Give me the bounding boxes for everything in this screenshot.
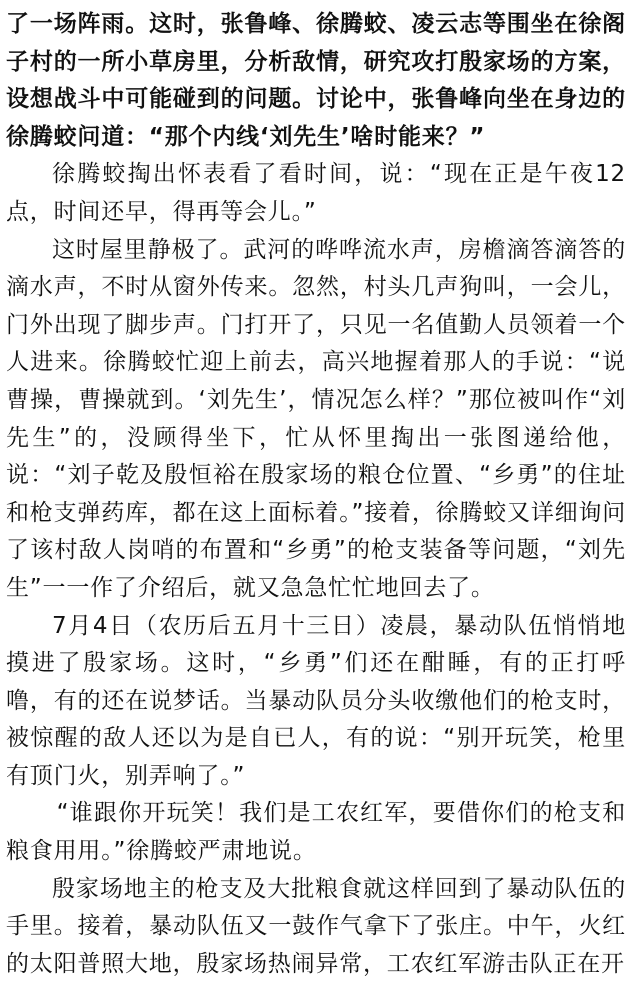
- paragraph-5: “谁跟你开玩笑！我们是工农红军，要借你们的枪支和粮食用用。”徐腾蛟严肃地说。: [6, 800, 626, 865]
- paragraph-6: 殷家场地主的枪支及大批粮食就这样回到了暴动队伍的手里。接着，暴动队伍又一鼓作气拿下了张庄。中午，火红的太阳普照大地，殷家场热闹异常，工农红军游击队正在开: [6, 875, 626, 977]
- paragraph-4: 7月4日（农历后五月十三日）凌晨，暴动队伍悄悄地摸进了殷家场。这时，“乡勇”们还在酣睡，有的正打呼噜，有的还在说梦话。当暴动队员分头收缴他们的枪支时，被惊醒的敌人还以为是自已人，有的说：“别开玩笑，枪里有顶门火，别弄响了。”: [6, 612, 626, 789]
- paragraph-3: 这时屋里静极了。武河的哗哗流水声，房檐滴答滴答的滴水声，不时从窗外传来。忽然，村头几声狗叫，一会儿，门外出现了脚步声。门打开了，只见一名值勤人员领着一个人进来。徐腾蛟忙迎上前去，高兴地握着那人的手说：“说曹操，曹操就到。‘刘先生’，情况怎么样？”那位被叫作“刘先生”的，没顾得坐下，忙从怀里掏出一张图递给他，说：“刘子乾及殷恒裕在殷家场的粮仓位置、“乡勇”的住址和枪支弹药库，都在这上面标着。”接着，徐腾蛟又详细询问了该村敌人岗哨的布置和“乡勇”的枪支装备等问题，“刘先生”一一作了介绍后，就又急急忙忙地回去了。: [6, 236, 627, 601]
- paragraph-2: 徐腾蛟掏出怀表看了看时间，说：“现在正是午夜12点，时间还早，得再等会儿。”: [6, 161, 626, 225]
- paragraph-1: 了一场阵雨。这时，张鲁峰、徐腾蛟、凌云志等围坐在徐阁子村的一所小草房里，分析敌情，研究攻打殷家场的方案，设想战斗中可能碰到的问题。讨论中，张鲁峰向坐在身边的徐腾蛟问道：“那个内线‘刘先生’啥时能来？”: [6, 11, 626, 150]
